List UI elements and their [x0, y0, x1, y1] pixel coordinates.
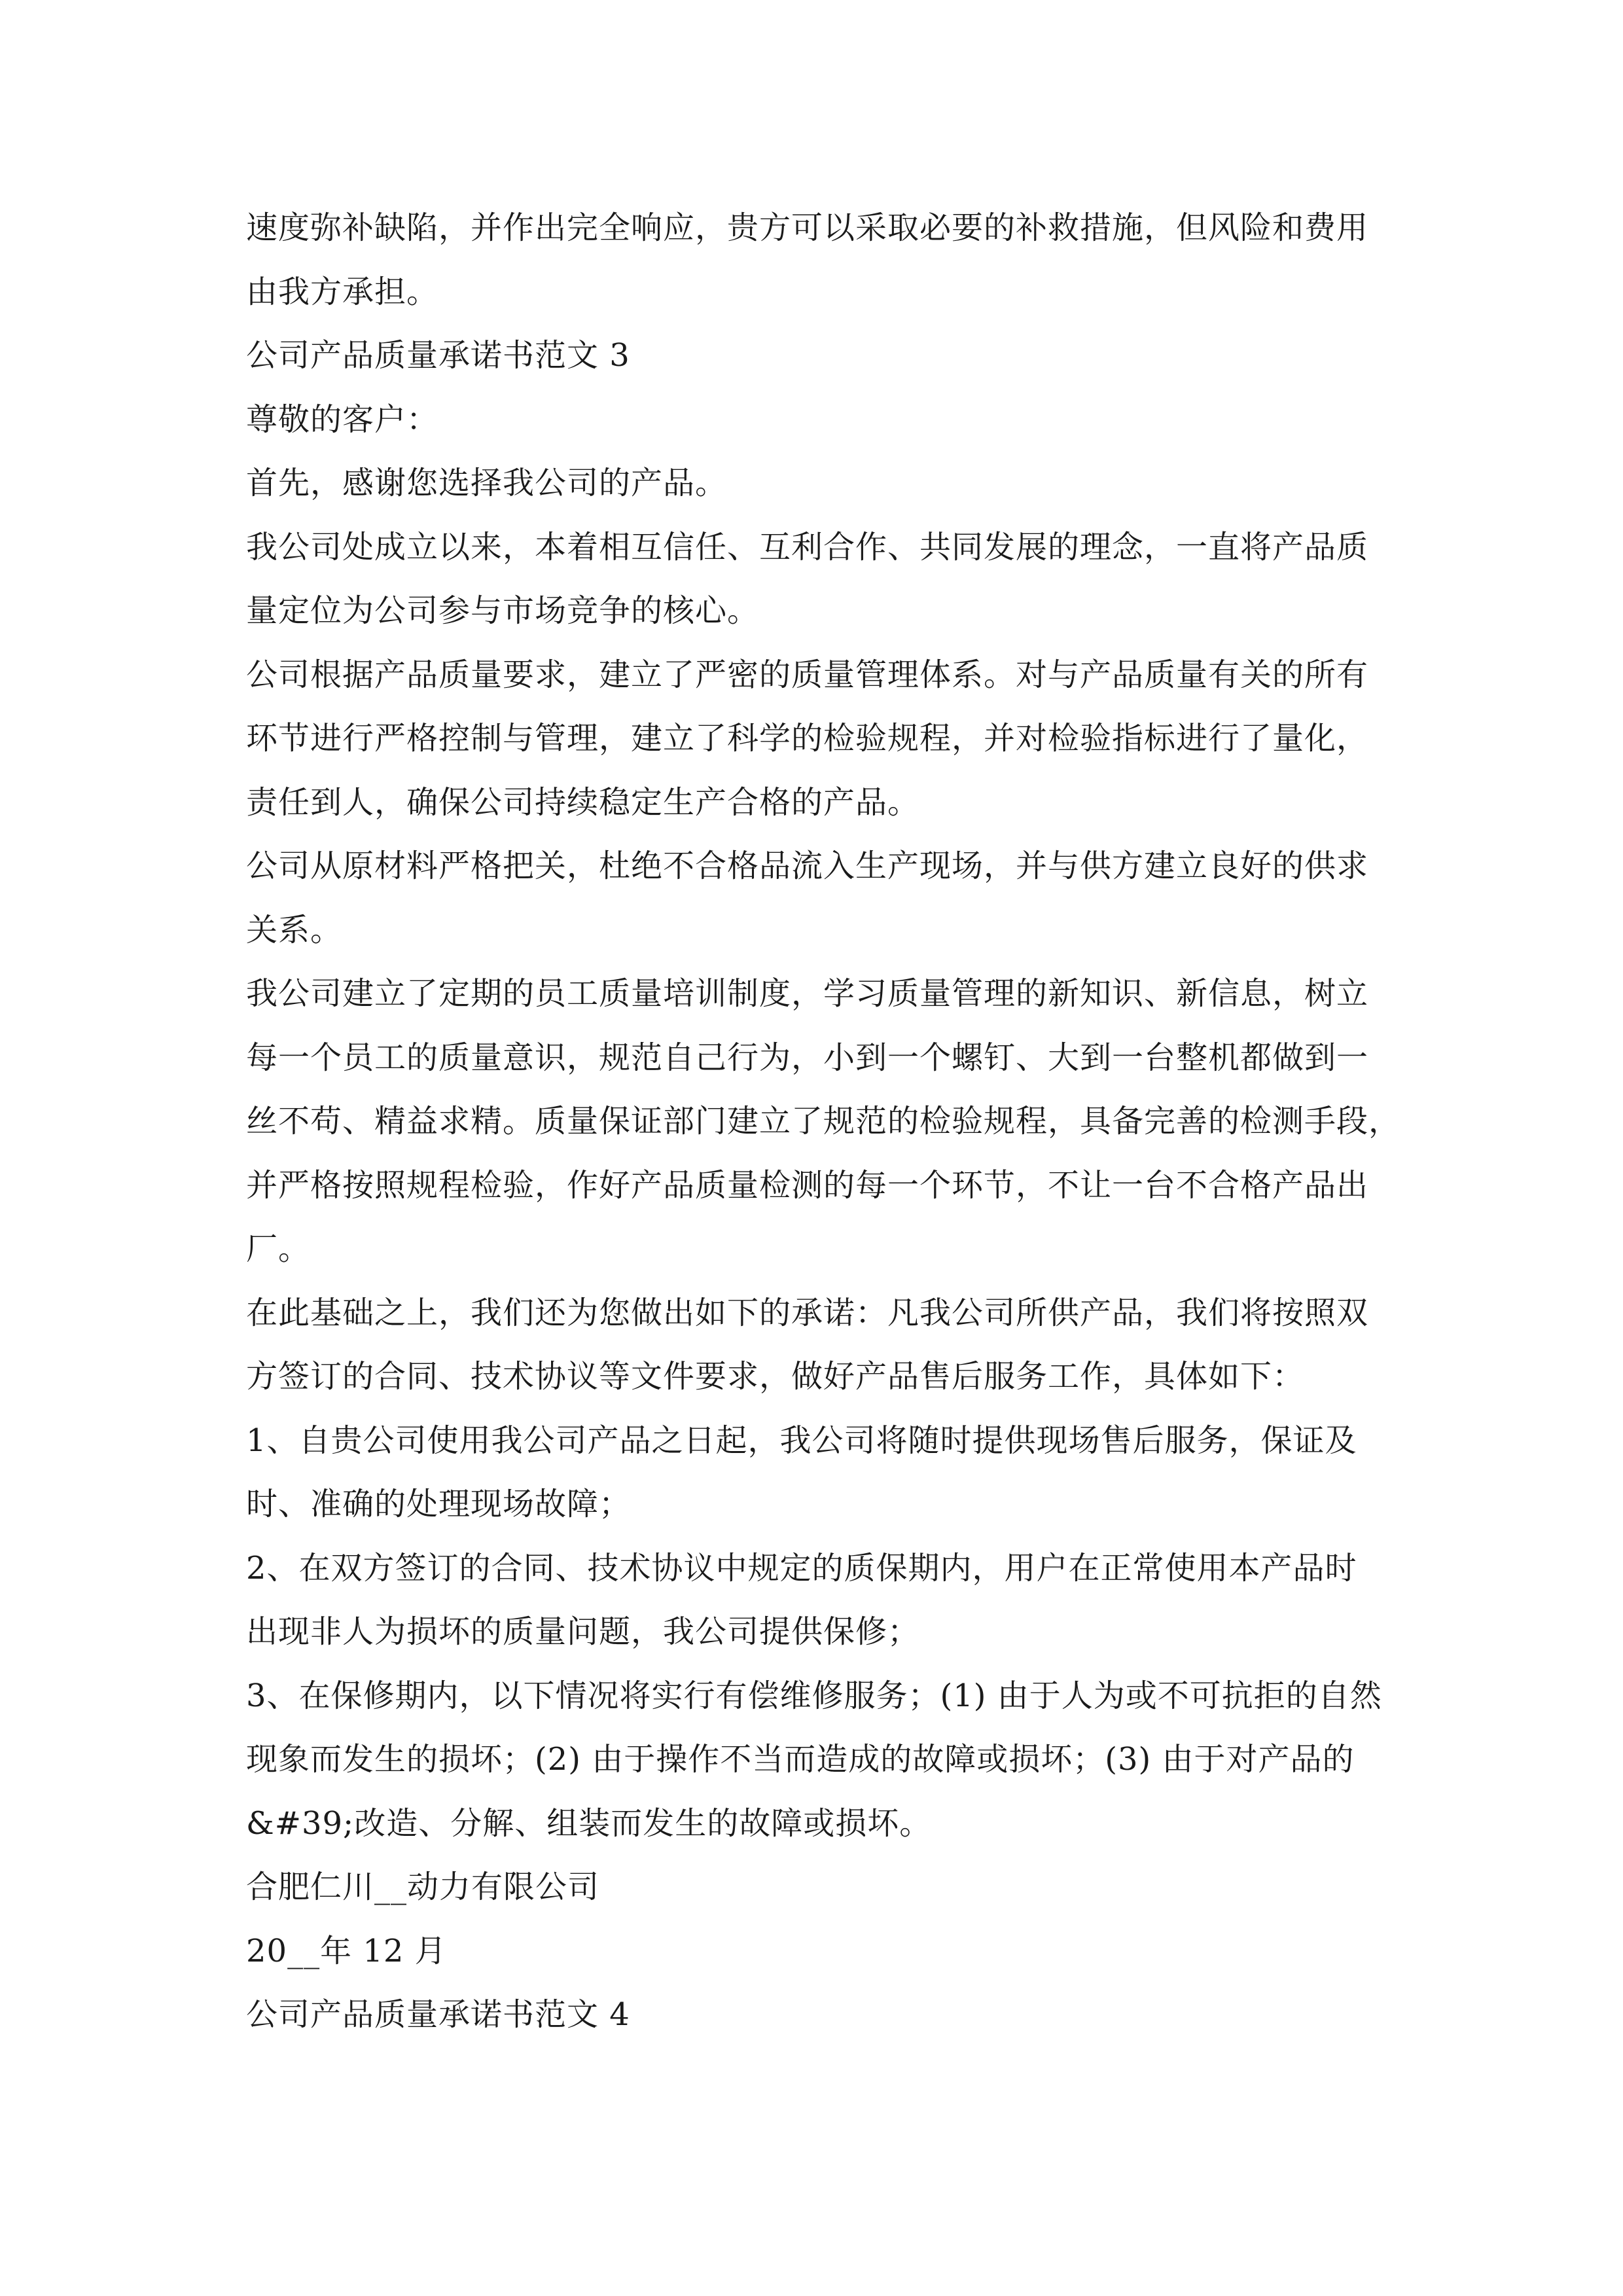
- body-text-line: 丝不苟、精益求精。质量保证部门建立了规范的检验规程，具备完善的检测手段，: [246, 1103, 1401, 1139]
- list-item-text: &#39;改造、分解、组装而发生的故障或损坏。: [246, 1804, 932, 1842]
- body-text-line: 公司根据产品质量要求，建立了严密的质量管理体系。对与产品质量有关的所有: [246, 656, 1369, 693]
- body-text-line: 首先，感谢您选择我公司的产品。: [246, 465, 728, 501]
- body-text-line: 由我方承担。: [246, 273, 439, 310]
- body-text-line: 责任到人，确保公司持续稳定生产合格的产品。: [246, 783, 920, 821]
- section-heading: 公司产品质量承诺书范文 3: [246, 337, 630, 374]
- body-text-line: 量定位为公司参与市场竞争的核心。: [246, 592, 760, 629]
- body-text-line: 并严格按照规程检验，作好产品质量检测的每一个环节，不让一台不合格产品出: [246, 1166, 1369, 1204]
- signature-date: 20__年 12 月: [246, 1932, 447, 1969]
- body-text-line: 每一个员工的质量意识，规范自己行为，小到一个螺钉、大到一台整机都做到一: [246, 1039, 1369, 1076]
- list-item-text: 时、准确的处理现场故障；: [246, 1486, 632, 1522]
- body-text-line: 厂。: [246, 1230, 311, 1267]
- list-item-text: 出现非人为损坏的质量问题，我公司提供保修；: [246, 1613, 920, 1650]
- body-text-line: 环节进行严格控制与管理，建立了科学的检验规程，并对检验指标进行了量化，: [246, 720, 1369, 757]
- section-heading: 公司产品质量承诺书范文 4: [246, 1996, 630, 2033]
- salutation: 尊敬的客户：: [246, 401, 439, 438]
- body-text-line: 方签订的合同、技术协议等文件要求，做好产品售后服务工作，具体如下：: [246, 1358, 1305, 1395]
- list-item-text: 2、在双方签订的合同、技术协议中规定的质保期内，用户在正常使用本产品时: [246, 1549, 1357, 1587]
- body-text-line: 在此基础之上，我们还为您做出如下的承诺：凡我公司所供产品，我们将按照双: [246, 1294, 1369, 1331]
- body-text-line: 关系。: [246, 911, 343, 948]
- list-item-text: 1、自贵公司使用我公司产品之日起，我公司将随时提供现场售后服务，保证及: [246, 1422, 1357, 1459]
- document-body: [246, 196, 1404, 2047]
- signature-company: 合肥仁川__动力有限公司: [246, 1869, 600, 1905]
- list-item-text: 3、在保修期内，以下情况将实行有偿维修服务；(1) 由于人为或不可抗拒的自然: [246, 1677, 1382, 1714]
- body-text-line: 速度弥补缺陷，并作出完全响应，贵方可以采取必要的补救措施，但风险和费用: [246, 209, 1369, 246]
- body-text-line: 我公司建立了定期的员工质量培训制度，学习质量管理的新知识、新信息，树立: [246, 975, 1369, 1012]
- body-text-line: 我公司处成立以来，本着相互信任、互利合作、共同发展的理念，一直将产品质: [246, 528, 1369, 565]
- list-item-text: 现象而发生的损坏；(2) 由于操作不当而造成的故障或损坏；(3) 由于对产品的: [246, 1741, 1355, 1778]
- body-text-line: 公司从原材料严格把关，杜绝不合格品流入生产现场，并与供方建立良好的供求: [246, 848, 1369, 884]
